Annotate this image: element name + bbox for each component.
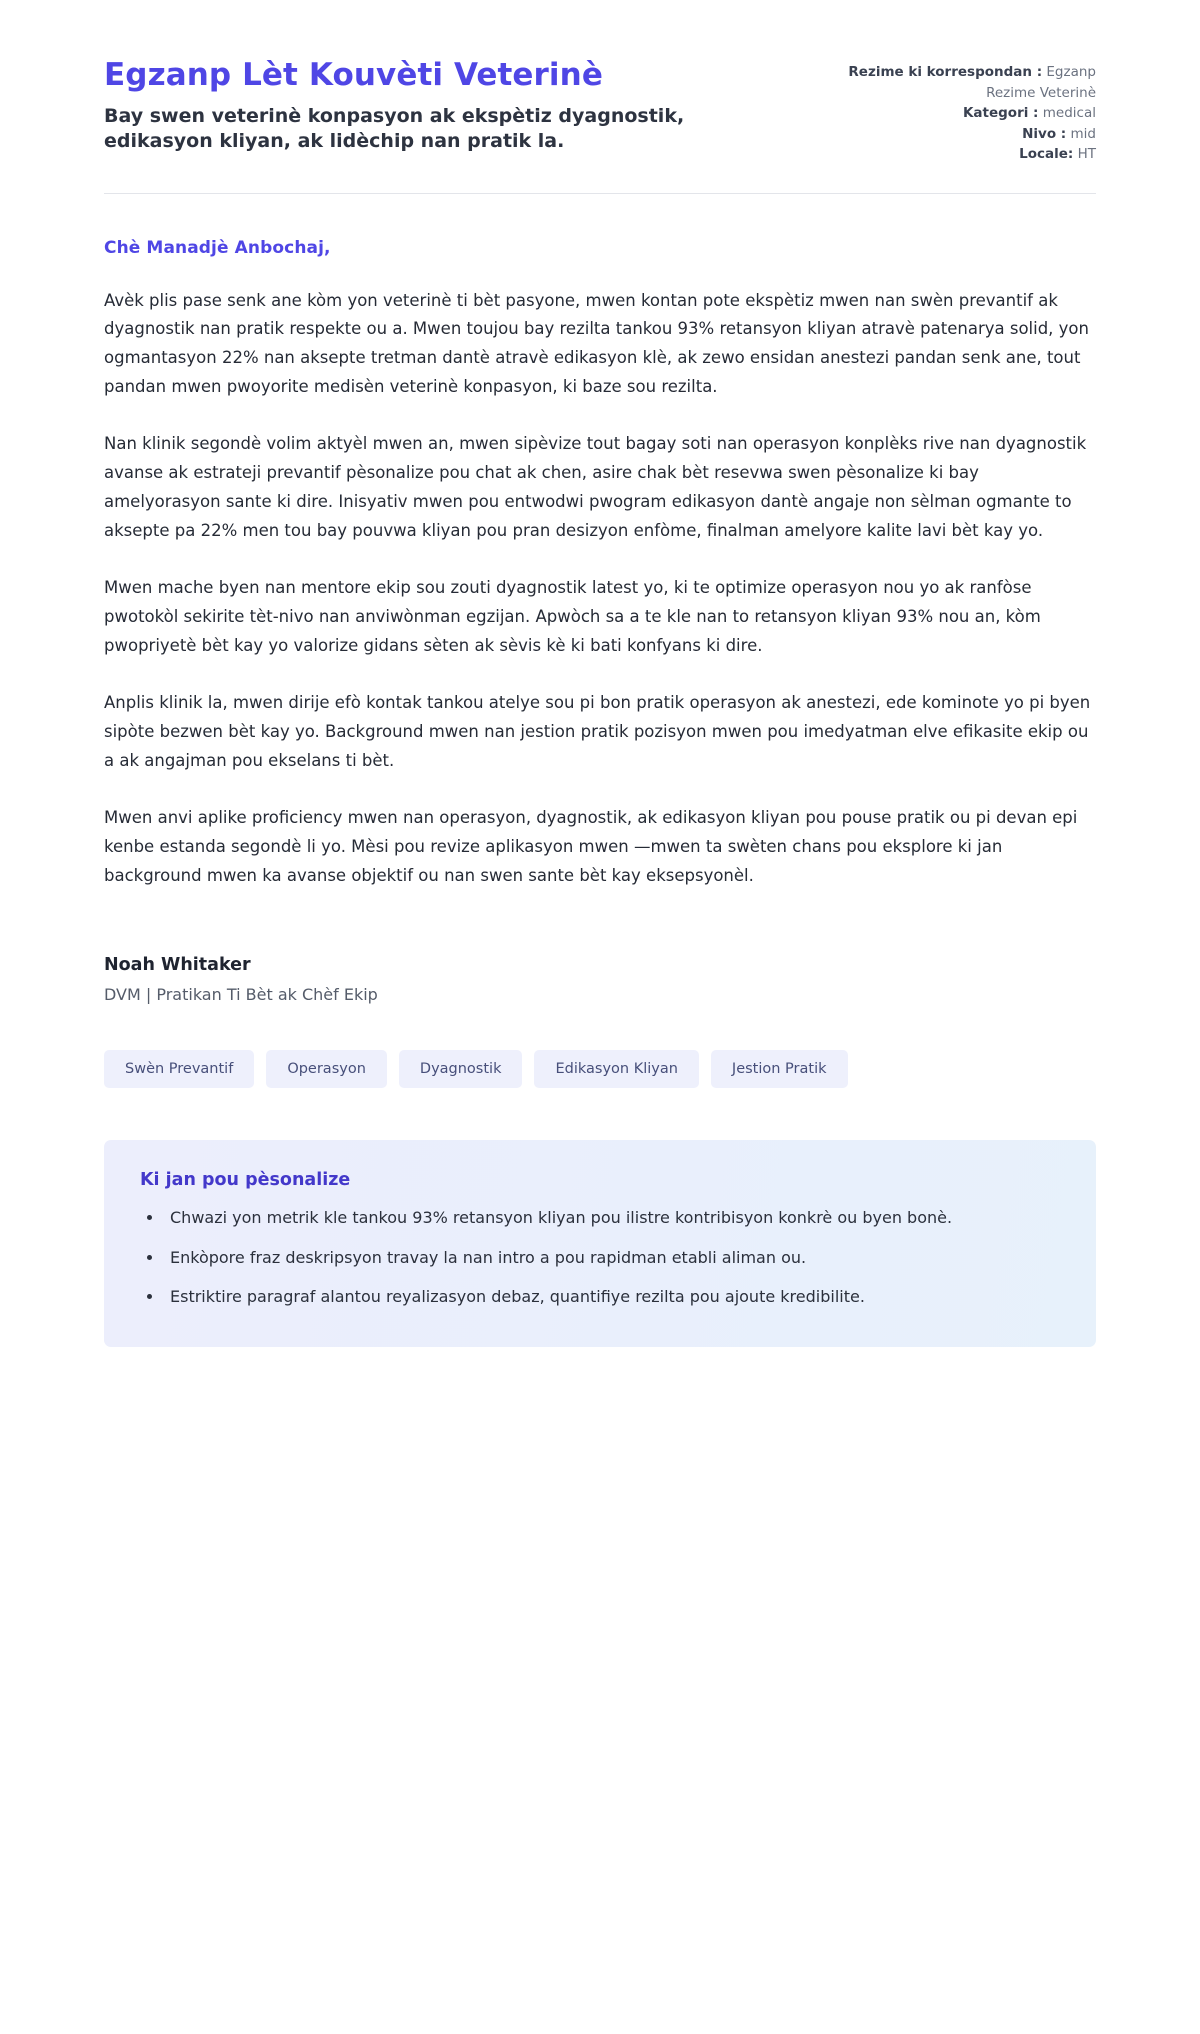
metadata-label-level: Nivo : xyxy=(1022,125,1067,142)
tag-chip[interactable]: Jestion Pratik xyxy=(711,1050,848,1089)
metadata-row-regime xyxy=(834,62,1096,103)
tag-chip[interactable]: Dyagnostik xyxy=(399,1050,523,1089)
document-header xyxy=(104,58,1096,165)
page-title: Egzanp Lèt Kouvèti Veterinè xyxy=(104,57,603,93)
letter-paragraph: Nan klinik segondè volim aktyèl mwen an, mwen sipèvize tout bagay soti nan operasyon konplèks rive nan dyagnostik avanse ak estrateji prevantif pèsonalize pou chat ak chen, asire chak bèt resevwa swen pèsonalize ki bay amelyorasyon sante ki dire. Inisyativ mwen pou entwodwi pwogram edikasyon dantè angaje non sèlman ogmante to aksepte pa 22% men tou bay pouvwa kliyan pou pran desizyon enfòme, finalman amelyore kalite lavi bèt kay yo. xyxy=(104,434,1087,540)
header-text-block xyxy=(104,58,764,155)
callout-list xyxy=(140,1204,1060,1311)
letter-paragraph: Mwen mache byen nan mentore ekip sou zouti dyagnostik latest yo, ki te optimize operasyon nou yo ak ranfòse pwotokòl sekirite tèt-nivo nan anviwònman egzijan. Apwòch sa a te kle nan to retansyon kliyan 93% nou an, kòm pwopriyetè bèt kay yo valorize gidans sèten ak sèvis kè ki bati konfyans ki dire. xyxy=(104,578,1041,655)
signature-role: DVM | Pratikan Ti Bèt ak Chèf Ekip xyxy=(104,984,378,1004)
tag-chip[interactable]: Edikasyon Kliyan xyxy=(534,1050,698,1089)
metadata-label-locale: Locale: xyxy=(1019,146,1074,163)
letter-salutation: Chè Manadjè Anbochaj, xyxy=(104,237,331,258)
letter-paragraph: Anplis klinik la, mwen dirije efò kontak tankou atelye sou pi bon pratik operasyon ak anestezi, ede kominote yo pi byen sipòte bezwen bèt kay yo. Background mwen nan jestion pratik pozisyon mwen pou imedyatman elve efikasite ekip ou a ak angajman pou ekselans ti bèt. xyxy=(104,693,1091,770)
metadata-row-level xyxy=(834,124,1096,145)
metadata-label-regime: Rezime ki korrespondan : xyxy=(848,64,1043,80)
metadata-label-category: Kategori : xyxy=(962,105,1039,122)
tag-list xyxy=(104,1050,1096,1089)
callout-title: Ki jan pou pèsonalize xyxy=(140,1170,351,1191)
letter-body xyxy=(104,194,1096,891)
metadata-row-category xyxy=(834,103,1096,124)
metadata-value-regime: Egzanp Rezime Veterinè xyxy=(986,64,1096,101)
callout-list-item: • Enkòpore fraz deskripsyon travay la nan intro a pou rapidman etabli aliman ou. xyxy=(164,1244,1060,1272)
callout-list-item: • Estriktire paragraf alantou reyalizasyon debaz, quantifiye rezilta pou ajoute kredibilite. xyxy=(164,1283,1060,1311)
metadata-value-category: medical xyxy=(1042,105,1096,122)
customization-callout xyxy=(104,1140,1096,1347)
signature-name: Noah Whitaker xyxy=(104,954,251,975)
tag-chip[interactable]: Swèn Prevantif xyxy=(104,1050,254,1089)
metadata-value-level: mid xyxy=(1070,125,1096,142)
document-metadata xyxy=(834,58,1096,165)
tag-chip[interactable]: Operasyon xyxy=(266,1050,387,1089)
metadata-value-locale: HT xyxy=(1077,146,1096,163)
metadata-row-locale xyxy=(834,144,1096,165)
page-subtitle: Bay swen veterinè konpasyon ak ekspètiz dyagnostik, edikasyon kliyan, ak lidèchip nan pratik la. xyxy=(104,104,685,153)
letter-paragraph: Mwen anvi aplike proficiency mwen nan operasyon, dyagnostik, ak edikasyon kliyan pou pouse pratik ou pi devan epi kenbe estanda segondè li yo. Mèsi pou revize aplikasyon mwen —mwen ta swèten chans pou eksplore ki jan background mwen ka avanse objektif ou nan swen sante bèt kay eksepsyonèl. xyxy=(104,808,1078,885)
signature-block xyxy=(104,955,1096,1004)
letter-paragraph: Avèk plis pase senk ane kòm yon veterinè ti bèt pasyone, mwen kontan pote ekspètiz mwen nan swèn prevantif ak dyagnostik nan pratik respekte ou a. Mwen toujou bay rezilta tankou 93% retansyon kliyan atravè patenarya solid, yon ogmantasyon 22% nan aksepte tretman dantè atravè edikasyon klè, ak zewo ensidan anestezi pandan senk ane, tout pandan mwen pwoyorite medisèn veterinè konpasyon, ki baze sou rezilta. xyxy=(104,290,1089,396)
callout-list-item: • Chwazi yon metrik kle tankou 93% retansyon kliyan pou ilistre kontribisyon konkrè ou byen bonè. xyxy=(164,1204,1060,1232)
